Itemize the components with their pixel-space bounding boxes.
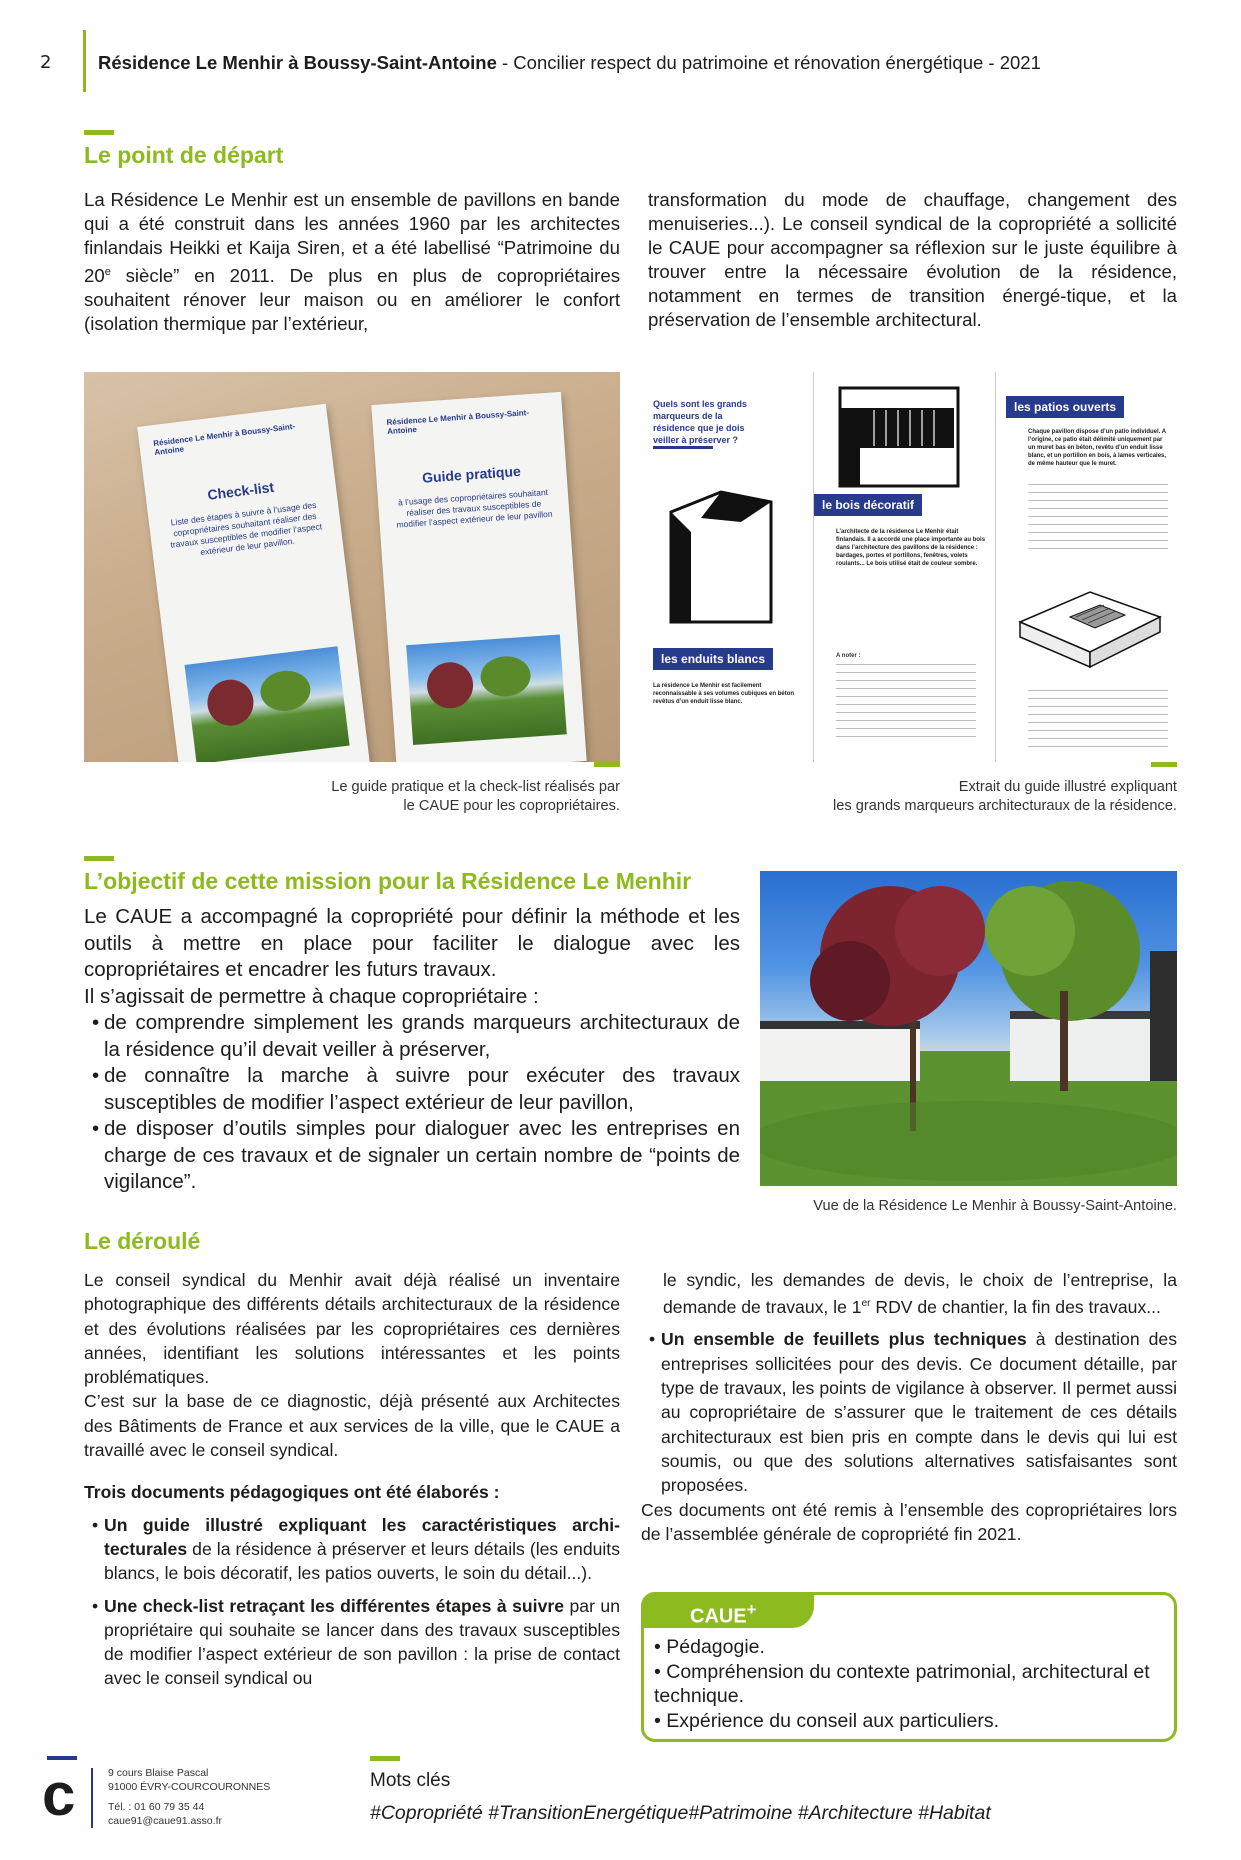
cube-drawing-icon [661, 482, 781, 632]
deroule-cont-b: RDV de chantier, la fin des travaux... [870, 1297, 1161, 1318]
deroule-docs-title: Trois documents pédagogiques ont été élaborés : [84, 1482, 500, 1503]
caption-brochures-line2: le CAUE pour les copropriétaires. [403, 798, 620, 814]
deroule-bullet [84, 1513, 620, 1586]
deroule-column-2 [641, 1268, 1177, 1546]
photo-brochures [84, 372, 620, 762]
deroule-bullet-text: à destination des entreprises sollicitées pour des devis. Ce document détaille, par type de travaux, les points de vigilance à observer. Il permet aussi au copropriétaire de s’assurer que le traitement de ces détails architecturaux est bien pris en compte dans le devis qui lui est soumis, ou que des solutions alternatives satisfaisantes sont proposées. [661, 1329, 1177, 1496]
deroule-bullet-text: par un propriétaire qui souhaite se lancer dans des travaux susceptibles de modifier l’aspect extérieur de son pavillon : la prise de contact avec le conseil syndical ou [104, 1595, 621, 1689]
caue-list [654, 1635, 1174, 1733]
depart-text-b: siècle” en 2011. De plus en plus de copropriétaires souhaitent rénover leur maison ou en améliorer le confort (isolation thermique par l’extérieur, [84, 265, 620, 335]
caue-tab-label [690, 1600, 756, 1629]
deroule-bullet-continued [641, 1268, 1177, 1319]
caue-item: • Compréhension du contexte patrimonial, architectural et technique. [654, 1660, 1150, 1707]
caption-residence: Vue de la Résidence Le Menhir à Boussy-Saint-Antoine. [813, 1198, 1177, 1214]
deroule-bullet-bold: Un guide illustré expliquant les caractéristiques archi-tecturales [104, 1514, 620, 1559]
guide-question: Quels sont les grands marqueurs de la résidence que je dois veiller à préserver ? [653, 399, 748, 445]
guide-bois-note: A noter : [836, 653, 861, 659]
guide-enduits-text [653, 682, 803, 706]
guide-text-lines [1028, 484, 1168, 556]
guide-rule [653, 446, 713, 449]
brochure-guide-title: Guide pratique [421, 462, 522, 486]
deroule-cont-a: le syndic, les demandes de devis, le choix de l’entreprise, la demande de travaux, le 1 [663, 1270, 1177, 1318]
caue-plus-box [641, 1592, 1177, 1742]
brochure-guide-text: à l’usage des copropriétaires souhaitant réaliser des travaux susceptibles de modifier l’aspect extérieur de leur pavillon [396, 486, 553, 530]
deroule-bullet-text: de la résidence à préserver et leurs détails (les enduits blancs, le bois décoratif, les patios ouverts, le soin du détail...). [104, 1538, 620, 1584]
guide-panel-enduits [641, 372, 813, 762]
guide-text-lines [836, 664, 976, 744]
guide-patios-bold: Chaque pavillon dispose d’un patio individuel. A l’origine, ce patio était délimité uniquement par un muret bas en béton, revêtu d’un enduit lisse blanc, et un portillon en bois, à lames verticales, de même hauteur que le muret. [1028, 429, 1167, 467]
guide-enduits-bold: La résidence Le Menhir est facilement reconnaissable à ses volumes cubiques en béton revêtus d’un enduit lisse blanc. [653, 683, 795, 705]
page-number: 2 [40, 52, 52, 73]
section-title-objectif: L’objectif de cette mission pour la Résidence Le Menhir [84, 868, 692, 894]
section-marker [84, 130, 114, 135]
guide-bois-text [836, 528, 986, 568]
brochure-checklist-title: Check-list [206, 478, 275, 503]
caue-plus-icon: + [746, 1600, 757, 1619]
address-line: 91000 ÉVRY-COURCOURONNES [108, 1781, 271, 1793]
caption-brochures-line1: Le guide pratique et la check-list réalisés par [331, 779, 620, 795]
caption-guide [641, 778, 1177, 816]
residence-photo-illustration [760, 871, 1177, 1186]
email-link[interactable]: caue91@caue91.asso.fr [108, 1815, 222, 1827]
deroule-paragraph: Le conseil syndical du Menhir avait déjà réalisé un inventaire photographique des différents détails architecturaux de la résidence et des évolutions réalisées par les copropriétaires ces dernières années, identifiant les solutions intéressantes et les points problématiques. [84, 1270, 620, 1388]
guide-text-lines [1028, 690, 1168, 750]
deroule-cont-sup: er [861, 1298, 871, 1310]
wood-facade-drawing-icon [834, 382, 964, 492]
section-title-deroule: Le déroulé [84, 1228, 201, 1254]
objectif-bullet: • de disposer d’outils simples pour dialoguer avec les entreprises en charge de ces travaux et de signaler un certain nombre de “points de vigilance”. [84, 1116, 740, 1196]
objectif-body [84, 904, 740, 1196]
depart-text-a: La Résidence Le Menhir est un ensemble de pavillons en bande qui a été construit dans les années 1960 par les architectes finlandais Heikki et Kaija Siren, et a été labellisé “Patrimoine du 20 [84, 189, 620, 287]
deroule-bullet-bold: Une check-list retraçant les différentes étapes à suivre [104, 1595, 564, 1616]
depart-text-sup: e [104, 266, 111, 278]
keywords-label: Mots clés [370, 1770, 451, 1791]
brochure-checklist-header: Résidence Le Menhir à Boussy-Saint-Antoine [152, 421, 296, 458]
footer-divider [91, 1768, 93, 1828]
caption-guide-line1: Extrait du guide illustré expliquant [958, 779, 1177, 795]
guide-panel-patios [996, 372, 1177, 762]
caue-label: CAUE [690, 1605, 747, 1628]
guide-extract [641, 372, 1177, 762]
guide-tag-patios: les patios ouverts [1006, 396, 1124, 418]
caption-marker [594, 762, 620, 767]
guide-tag-enduits: les enduits blancs [653, 648, 773, 670]
logo-bar [47, 1756, 77, 1760]
header-divider [83, 30, 86, 92]
caption-guide-line2: les grands marqueurs architecturaux de la résidence. [833, 798, 1177, 814]
footer-address [108, 1766, 270, 1828]
guide-tag-bois: le bois décoratif [814, 494, 922, 516]
phone-line: Tél. : 01 60 79 35 44 [108, 1801, 205, 1813]
deroule-bullet [641, 1327, 1177, 1497]
deroule-paragraph: C’est sur la base de ce diagnostic, déjà présenté aux Architectes des Bâtiments de France et aux services de la ville, que le CAUE a travaillé avec le conseil syndical. [84, 1391, 620, 1461]
guide-bois-bold: L’architecte de la résidence Le Menhir était finlandais. Il a accordé une place importante au bois dans l’architecture des pavillons de la résidence : bardages, portes et portillons, fenêtres, volets roulants... Le bois utilisé était de couleur sombre. [836, 529, 986, 567]
caue-item: • Expérience du conseil aux particuliers. [654, 1709, 1000, 1732]
objectif-intro: Le CAUE a accompagné la copropriété pour définir la méthode et les outils à mettre en place pour faciliter le dialogue avec les copropriétaires et encadrer les futurs travaux. [84, 905, 740, 981]
objectif-bullet: • de comprendre simplement les grands marqueurs architecturaux de la résidence qu’il devait veiller à préserver, [84, 1010, 740, 1063]
header-title-rest: - Concilier respect du patrimoine et rénovation énergétique - 2021 [496, 52, 1041, 73]
page-header-title [98, 52, 1041, 74]
footer-marker [370, 1756, 400, 1761]
header-title-bold: Résidence Le Menhir à Boussy-Saint-Antoine [98, 52, 497, 73]
deroule-bullet [84, 1594, 620, 1691]
section-marker [84, 856, 114, 861]
brochure-guide [371, 392, 586, 762]
depart-column-2: transformation du mode de chauffage, changement des menuiseries...). Le conseil syndical de la copropriété a sollicité le CAUE pour accompagner sa réflexion sur le juste équilibre à trouver entre la nécessaire évolution de la résidence, notamment en termes de transition énergé-tique, et la préservation de l’ensemble architectural. [648, 189, 1177, 330]
deroule-bullet-bold: Un ensemble de feuillets plus techniques [661, 1329, 1027, 1350]
objectif-lead: Il s’agissait de permettre à chaque copropriétaire : [84, 984, 539, 1008]
keywords-tags: #Copropriété #TransitionEnergétique#Patrimoine #Architecture #Habitat [370, 1802, 991, 1824]
deroule-column-1 [84, 1268, 620, 1691]
caue-item: • Pédagogie. [654, 1636, 765, 1658]
deroule-closing: Ces documents ont été remis à l’ensemble des copropriétaires lors de l’assemblée générale de copropriété fin 2021. [641, 1499, 1177, 1544]
patio-drawing-icon [1010, 562, 1170, 672]
guide-patios-text [1028, 428, 1168, 468]
caue-tab [644, 1592, 814, 1628]
address-line: 9 cours Blaise Pascal [108, 1767, 209, 1779]
objectif-bullet: • de connaître la marche à suivre pour exécuter des travaux susceptibles de modifier l’aspect extérieur de leur pavillon, [84, 1063, 740, 1116]
brochure-guide-header: Résidence Le Menhir à Boussy-Saint-Antoine [386, 408, 530, 437]
caption-brochures [84, 778, 620, 816]
caue-logo: c [42, 1761, 76, 1828]
section-title-depart: Le point de départ [84, 142, 284, 168]
caption-marker [1151, 762, 1177, 767]
brochure-checklist-text: Liste des étapes à suivre à l’usage des copropriétaires souhaitant réaliser des travaux susceptibles de modifier l’aspect extérieur de leur pavillon. [169, 499, 323, 558]
photo-residence [760, 871, 1177, 1186]
depart-column-1 [84, 188, 620, 336]
guide-panel-bois [814, 372, 995, 762]
brochure-checklist [137, 404, 371, 762]
